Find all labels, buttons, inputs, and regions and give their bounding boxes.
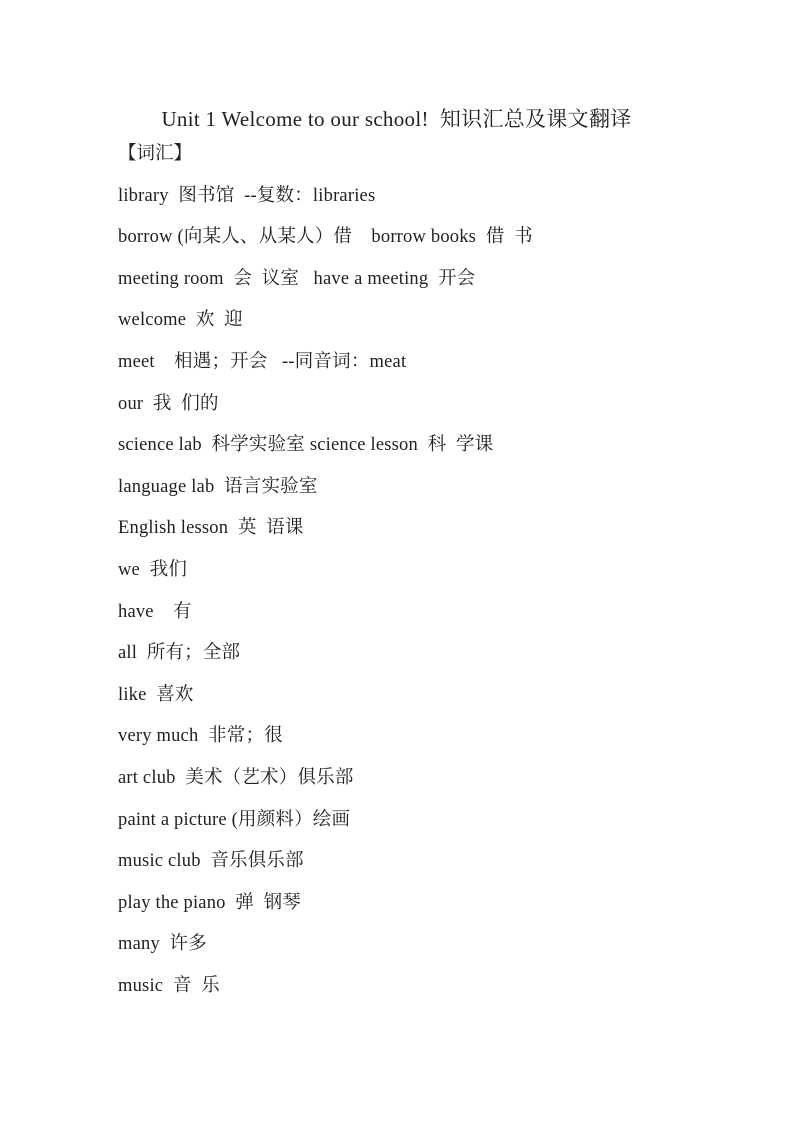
vocab-line-language-lab: language lab 语言实验室	[118, 476, 318, 497]
section-heading-vocabulary: 【词汇】	[118, 144, 193, 164]
vocab-line-have: have 有	[118, 601, 192, 622]
vocab-line-play-the-piano: play the piano 弹 钢琴	[118, 892, 302, 913]
vocab-line-all: all 所有；全部	[118, 643, 241, 664]
vocab-line-meeting-room: meeting room 会 议室 have a meeting 开会	[118, 268, 476, 289]
vocab-line-paint-a-picture: paint a picture (用颜料）绘画	[118, 809, 351, 830]
vocab-line-we: we 我们	[118, 559, 188, 580]
vocab-line-meet: meet 相遇；开会 --同音词：meat	[118, 351, 407, 372]
vocab-line-library: library 图书馆 --复数：libraries	[118, 185, 376, 206]
vocab-line-borrow: borrow (向某人、从某人）借 borrow books 借 书	[118, 227, 533, 248]
vocab-line-science-lab: science lab 科学实验室 science lesson 科 学课	[118, 435, 494, 456]
vocab-line-many: many 许多	[118, 934, 207, 955]
vocab-line-music: music 音 乐	[118, 975, 220, 996]
document-body	[118, 134, 733, 1007]
vocab-line-art-club: art club 美术（艺术）俱乐部	[118, 767, 354, 788]
vocab-line-very-much: very much 非常；很	[118, 726, 283, 747]
page-title: Unit 1 Welcome to our school! 知识汇总及课文翻译	[161, 107, 632, 131]
vocab-line-like: like 喜欢	[118, 684, 194, 705]
vocab-line-welcome: welcome 欢 迎	[118, 310, 243, 331]
vocab-line-english-lesson: English lesson 英 语课	[118, 518, 304, 539]
vocab-line-our: our 我 们的	[118, 393, 219, 414]
vocab-line-music-club: music club 音乐俱乐部	[118, 851, 304, 872]
